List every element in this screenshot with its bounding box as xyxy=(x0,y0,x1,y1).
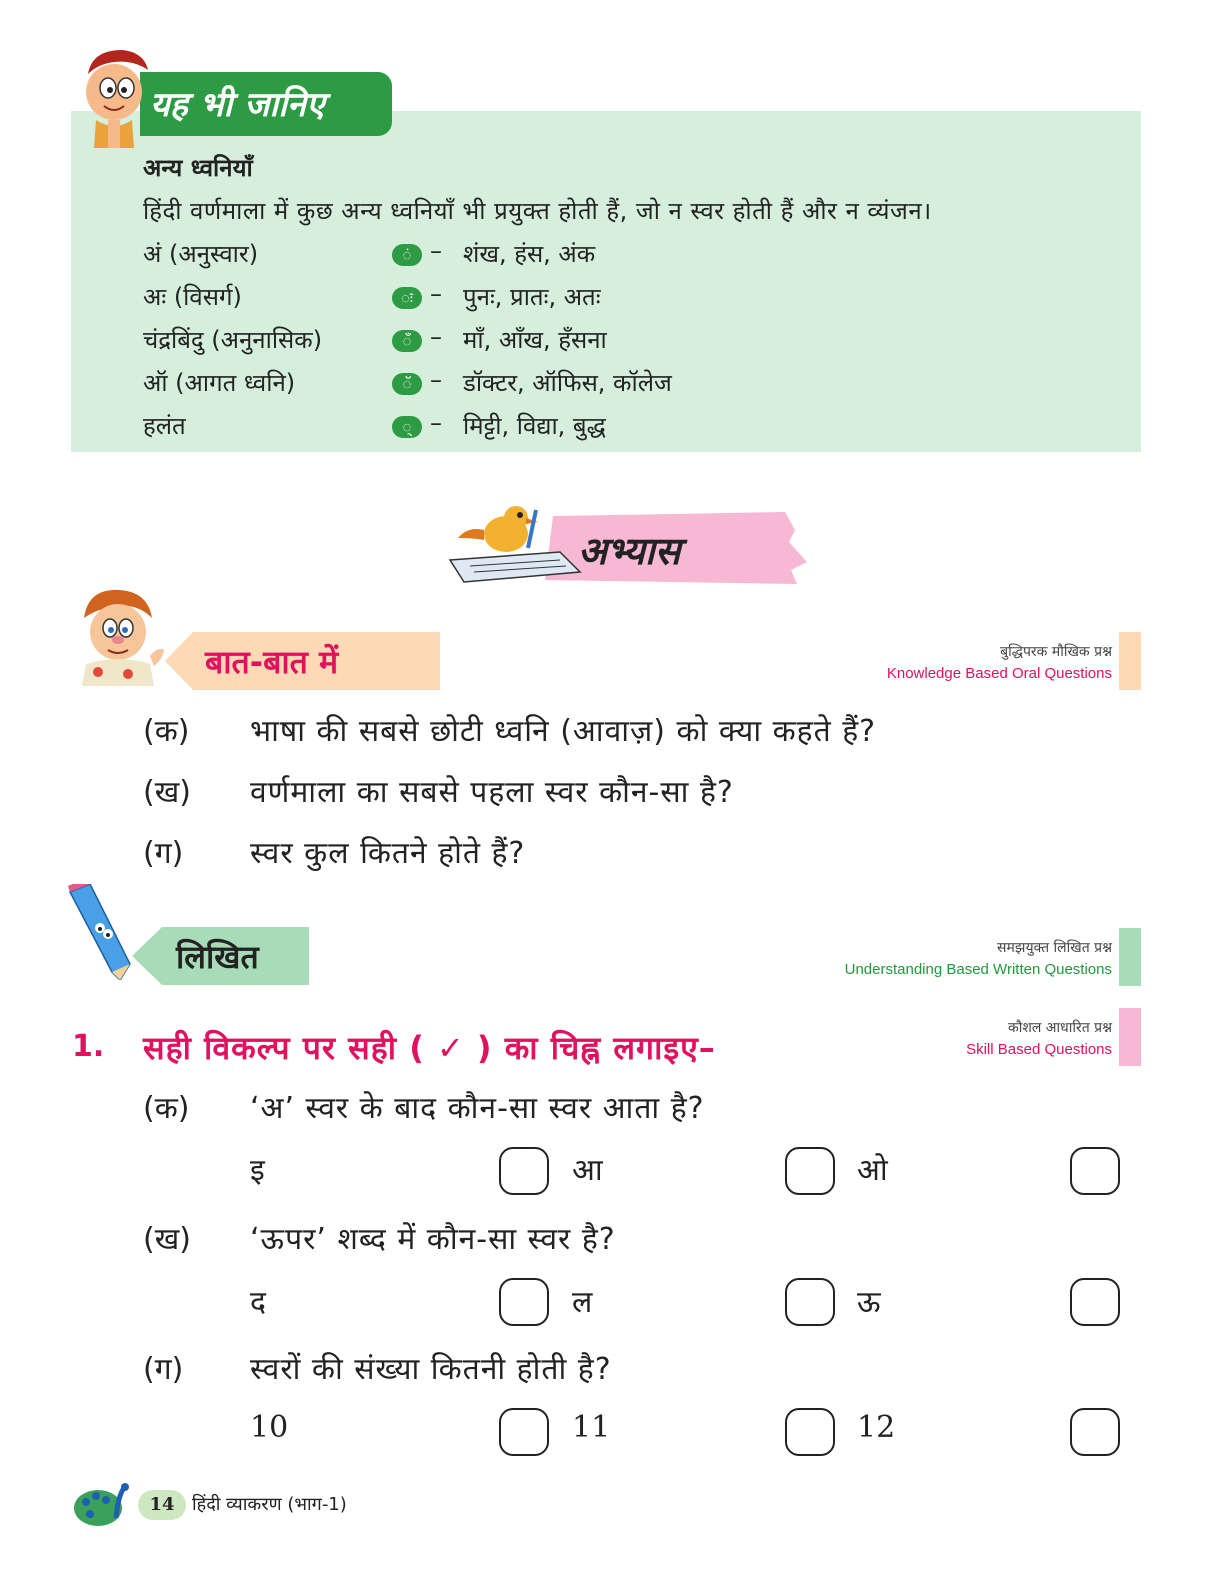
option-checkbox[interactable] xyxy=(1070,1278,1120,1326)
book-title: हिंदी व्याकरण (भाग-1) xyxy=(192,1494,347,1515)
option-checkbox[interactable] xyxy=(785,1408,835,1456)
sound-examples: माँ, आँख, हँसना xyxy=(463,326,607,354)
row-dash: – xyxy=(430,366,442,394)
question-label: (क) xyxy=(143,1091,190,1126)
row-dash: – xyxy=(430,409,442,437)
option-text: द xyxy=(250,1285,266,1320)
abhyas-title: अभ्यास xyxy=(578,529,681,573)
exercise-number: 1. xyxy=(72,1029,105,1064)
sound-label: अः (विसर्ग) xyxy=(143,283,242,311)
skill-side-bar xyxy=(1119,1008,1141,1066)
sound-label: हलंत xyxy=(143,412,186,440)
boy-mascot-image xyxy=(74,44,170,148)
sound-label: अं (अनुस्वार) xyxy=(143,240,259,268)
row-dash: – xyxy=(430,237,442,265)
halant-symbol-icon: ् xyxy=(392,416,422,438)
option-checkbox[interactable] xyxy=(499,1147,549,1195)
question-label: (क) xyxy=(143,714,190,749)
option-checkbox[interactable] xyxy=(785,1147,835,1195)
option-checkbox[interactable] xyxy=(1070,1408,1120,1456)
exercise-question: ‘ऊपर’ शब्द में कौन-सा स्वर है? xyxy=(250,1222,616,1257)
question-label: (ख) xyxy=(143,775,191,810)
option-text: ल xyxy=(572,1285,593,1320)
option-checkbox[interactable] xyxy=(785,1278,835,1326)
exercise-question: स्वरों की संख्या कितनी होती है? xyxy=(250,1352,612,1387)
option-text: 11 xyxy=(572,1410,611,1445)
exercise-question: ‘अ’ स्वर के बाद कौन-सा स्वर आता है? xyxy=(250,1091,705,1126)
sound-examples: पुनः, प्रातः, अतः xyxy=(463,283,601,311)
exercise-title: सही विकल्प पर सही ( ✓ ) का चिह्न लगाइए– xyxy=(143,1029,716,1067)
written-tab-title: लिखित xyxy=(176,938,259,976)
aagat-symbol-icon: ॅ xyxy=(392,373,422,395)
written-side-bar xyxy=(1119,928,1141,986)
option-text: आ xyxy=(572,1153,603,1188)
boy-waving-image xyxy=(68,584,168,686)
info-heading: अन्य ध्वनियाँ xyxy=(143,154,253,182)
option-text: इ xyxy=(250,1153,265,1188)
option-checkbox[interactable] xyxy=(1070,1147,1120,1195)
option-text: 12 xyxy=(857,1410,896,1445)
sound-examples: डॉक्टर, ऑफिस, कॉलेज xyxy=(463,369,672,397)
skill-side-english: Skill Based Questions xyxy=(966,1041,1112,1058)
oral-question: स्वर कुल कितने होते हैं? xyxy=(250,836,526,871)
pencil-mascot-icon xyxy=(60,884,140,980)
page-number: 14 xyxy=(138,1490,186,1520)
row-dash: – xyxy=(430,323,442,351)
chandrabindu-symbol-icon: ँ xyxy=(392,330,422,352)
bird-writing-icon xyxy=(440,500,590,586)
question-label: (ख) xyxy=(143,1222,191,1257)
question-label: (ग) xyxy=(143,836,184,871)
row-dash: – xyxy=(430,280,442,308)
oral-question: भाषा की सबसे छोटी ध्वनि (आवाज़) को क्या कहते हैं? xyxy=(250,714,877,749)
anusvar-symbol-icon: ं xyxy=(392,244,422,266)
option-checkbox[interactable] xyxy=(499,1278,549,1326)
written-side-english: Understanding Based Written Questions xyxy=(844,961,1112,978)
skill-side-hindi: कौशल आधारित प्रश्न xyxy=(1007,1020,1112,1036)
peacock-icon xyxy=(72,1478,134,1530)
oral-question: वर्णमाला का सबसे पहला स्वर कौन-सा है? xyxy=(250,775,734,810)
oral-side-english: Knowledge Based Oral Questions xyxy=(886,665,1112,682)
option-checkbox[interactable] xyxy=(499,1408,549,1456)
oral-tab-title: बात-बात में xyxy=(205,643,339,681)
question-label: (ग) xyxy=(143,1352,184,1387)
info-intro: हिंदी वर्णमाला में कुछ अन्य ध्वनियाँ भी प्रयुक्त होती हैं, जो न स्वर होती हैं और न व्यंजन। xyxy=(143,197,932,225)
sound-label: ऑ (आगत ध्वनि) xyxy=(143,369,296,397)
option-text: ऊ xyxy=(857,1285,881,1320)
info-tab-title: यह भी जानिए xyxy=(150,85,325,125)
written-side-hindi: समझयुक्त लिखित प्रश्न xyxy=(997,940,1112,956)
sound-examples: शंख, हंस, अंक xyxy=(463,240,596,268)
option-text: 10 xyxy=(250,1410,289,1445)
oral-side-bar xyxy=(1119,632,1141,690)
sound-label: चंद्रबिंदु (अनुनासिक) xyxy=(143,326,323,354)
visarg-symbol-icon: ः xyxy=(392,287,422,309)
sound-examples: मिट्टी, विद्या, बुद्ध xyxy=(463,412,606,440)
oral-side-hindi: बुद्धिपरक मौखिक प्रश्न xyxy=(1000,644,1112,660)
option-text: ओ xyxy=(857,1153,888,1188)
